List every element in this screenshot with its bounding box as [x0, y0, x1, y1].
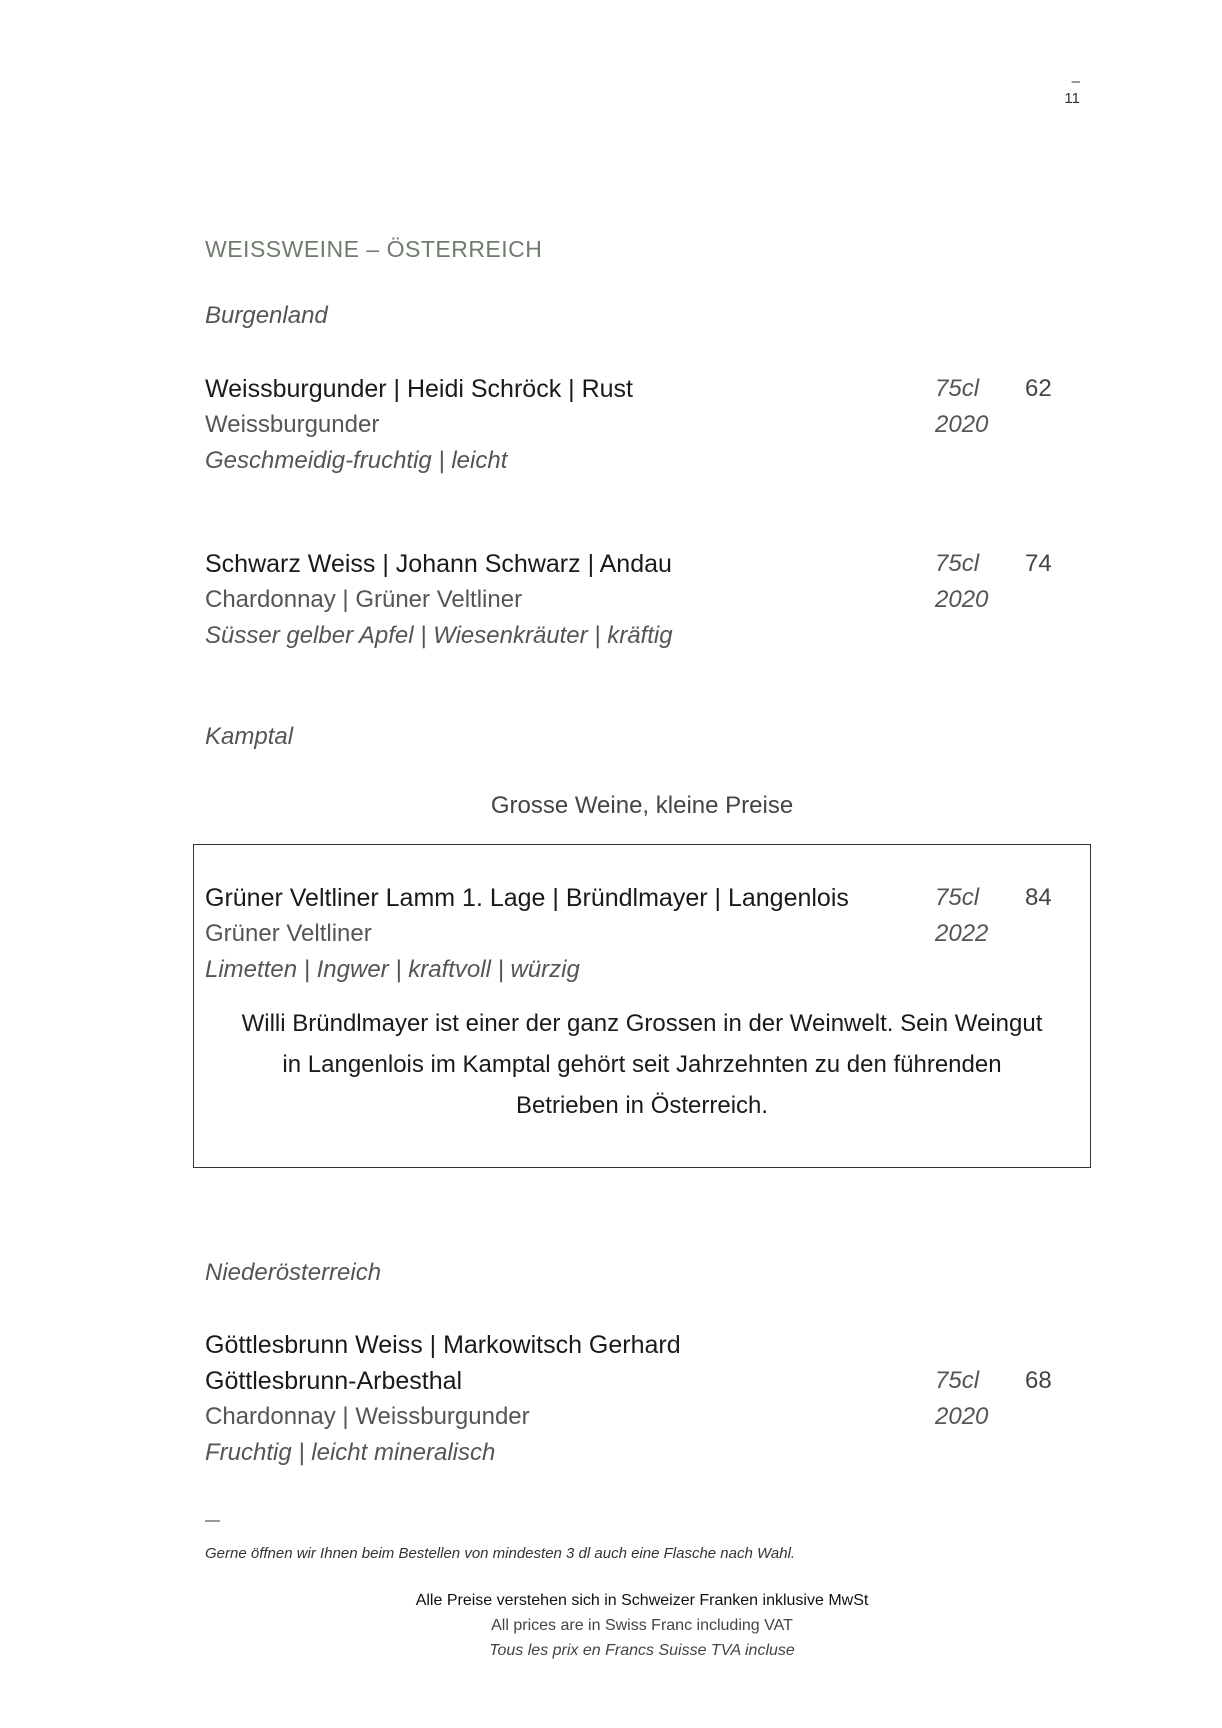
- price-info-fr: Tous les prix en Francs Suisse TVA incluse: [489, 1642, 795, 1659]
- footer-note: Gerne öffnen wir Ihnen beim Bestellen von mindesten 3 dl auch eine Flasche nach Wahl.: [205, 1545, 796, 1562]
- region-kamptal: Kamptal: [205, 723, 294, 750]
- wine-year: 2020: [935, 411, 989, 438]
- wine-grape: Weissburgunder: [205, 411, 380, 438]
- promo-note: [200, 1003, 1084, 1126]
- wine-taste: Süsser gelber Apfel | Wiesenkräuter | kräftig: [205, 622, 673, 649]
- price-info-de: Alle Preise verstehen sich in Schweizer Franken inklusive MwSt: [415, 1592, 869, 1609]
- wine-entry-goettlesbrunn: [205, 1327, 1085, 1471]
- wine-taste: Limetten | Ingwer | kraftvoll | würzig: [205, 956, 580, 983]
- wine-price: 74: [1025, 550, 1052, 577]
- wine-name: Weissburgunder | Heidi Schröck | Rust: [205, 375, 633, 403]
- wine-grape: Grüner Veltliner: [205, 920, 372, 947]
- wine-name: Schwarz Weiss | Johann Schwarz | Andau: [205, 550, 672, 578]
- wine-entry-gruener-veltliner-lamm: [205, 880, 1085, 988]
- region-niederoesterreich: Niederösterreich: [205, 1259, 382, 1286]
- wine-year: 2020: [935, 586, 989, 613]
- wine-year: 2022: [935, 920, 989, 947]
- promo-note-line: Willi Bründlmayer ist einer der ganz Grossen in der Weinwelt. Sein Weingut: [241, 1010, 1043, 1037]
- wine-volume: 75cl: [935, 550, 980, 577]
- footer-divider: —: [205, 1512, 220, 1529]
- promo-note-line: Betrieben in Österreich.: [515, 1092, 769, 1119]
- wine-grape: Chardonnay | Grüner Veltliner: [205, 586, 523, 613]
- wine-price: 62: [1025, 375, 1052, 402]
- wine-price: 68: [1025, 1367, 1052, 1394]
- wine-volume: 75cl: [935, 375, 980, 402]
- page-number-value: 11: [1064, 90, 1080, 107]
- wine-name: Grüner Veltliner Lamm 1. Lage | Bründlmayer | Langenlois: [205, 884, 849, 912]
- section-title: WEISSWEINE – ÖSTERREICH: [205, 236, 543, 262]
- wine-volume: 75cl: [935, 884, 980, 911]
- price-info-en: All prices are in Swiss Franc including VAT: [491, 1617, 793, 1634]
- wine-grape: Chardonnay | Weissburgunder: [205, 1403, 530, 1430]
- wine-entry-schwarz-weiss: [205, 546, 1085, 654]
- wine-entry-weissburgunder: [205, 371, 1085, 479]
- wine-name: Göttlesbrunn-Arbesthal: [205, 1367, 463, 1395]
- wine-name-line1: Göttlesbrunn Weiss | Markowitsch Gerhard: [205, 1331, 681, 1359]
- region-burgenland: Burgenland: [205, 302, 328, 329]
- wine-volume: 75cl: [935, 1367, 980, 1394]
- promo-note-line: in Langenlois im Kamptal gehört seit Jahrzehnten zu den führenden: [282, 1051, 1002, 1078]
- wine-year: 2020: [935, 1403, 989, 1430]
- page-number-dash: –: [1071, 73, 1080, 90]
- wine-taste: Geschmeidig-fruchtig | leicht: [205, 447, 508, 474]
- promo-title: Grosse Weine, kleine Preise: [490, 792, 794, 819]
- page-number: [1040, 74, 1080, 106]
- wine-price: 84: [1025, 884, 1052, 911]
- wine-taste: Fruchtig | leicht mineralisch: [205, 1439, 496, 1466]
